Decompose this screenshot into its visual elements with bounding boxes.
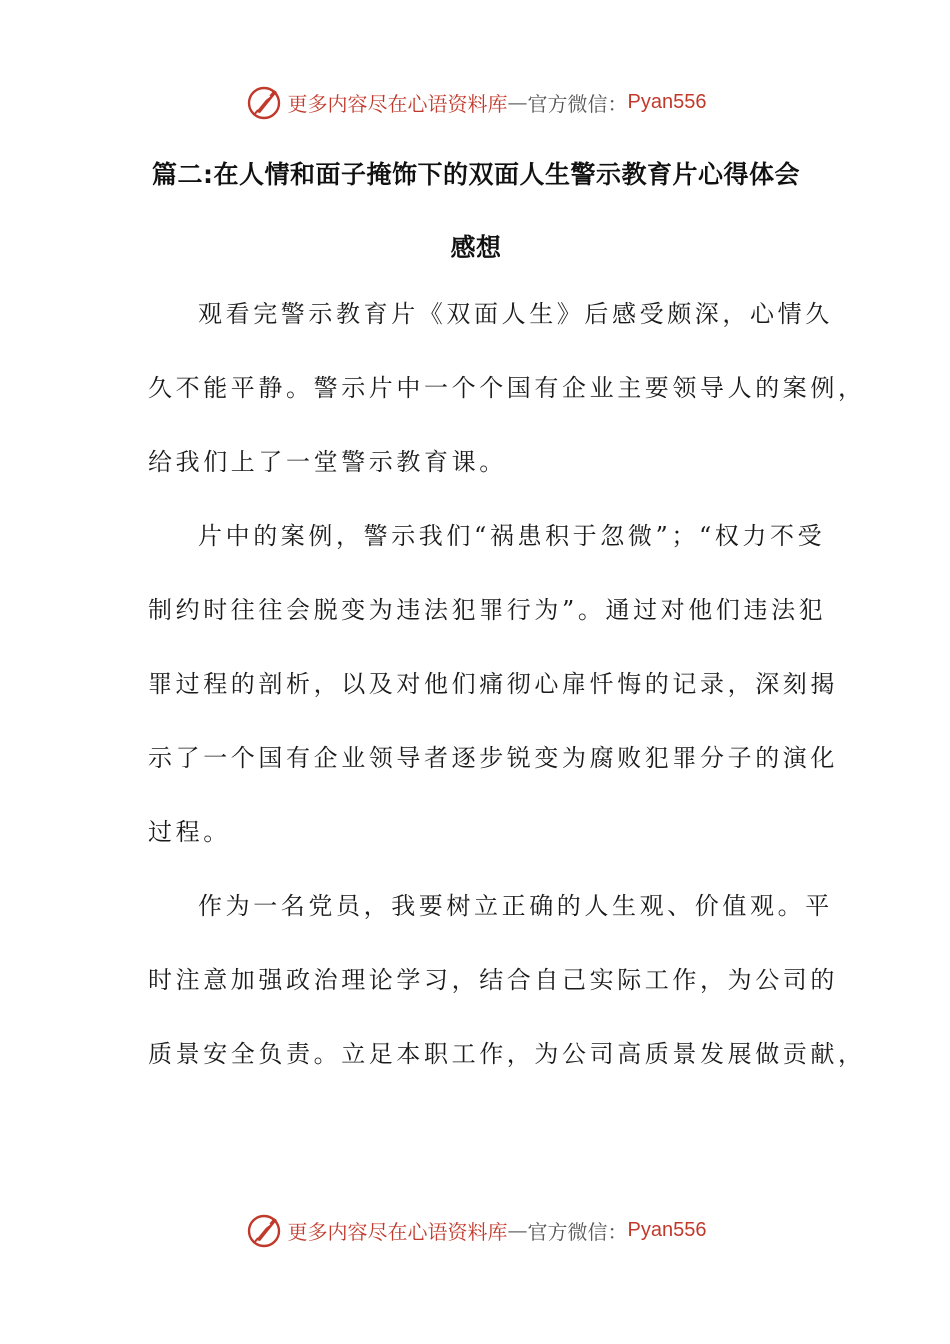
paragraph-1 [148, 292, 866, 514]
text-line: 示了一个国有企业领导者逐步锐变为腐败犯罪分子的演化 [148, 744, 838, 772]
text-line: 久不能平静。警示片中一个个国有企业主要领导人的案例， [148, 374, 866, 402]
text-line: 罪过程的剖析，以及对他们痛彻心扉忏悔的记录，深刻揭 [148, 670, 838, 698]
page-title-line-1: 篇二:在人情和面子掩饰下的双面人生警示教育片心得体会 [152, 160, 800, 189]
header-separator: — [507, 90, 528, 114]
page-title-line-2: 感想 [450, 233, 502, 262]
text-line: 制约时往往会脱变为违法犯罪行为”。通过对他们违法犯 [148, 596, 827, 624]
text-line: 时注意加强政治理论学习，结合自己实际工作，为公司的 [148, 966, 838, 994]
footer-wechat-id: Pyan556 [627, 1218, 707, 1241]
header-wechat-label: 官方微信： [527, 91, 628, 116]
quill-circle-icon [244, 82, 284, 122]
text-line: 给我们上了一堂警示教育课。 [148, 448, 507, 476]
footer-separator: — [507, 1218, 528, 1242]
text-line: 过程。 [148, 818, 231, 846]
footer-promo-text: 更多内容尽在心语资料库 [287, 1219, 508, 1244]
header-wechat-id: Pyan556 [627, 90, 707, 113]
text-line: 片中的案例，警示我们“祸患积于忽微”；“权力不受 [198, 522, 826, 550]
text-line: 作为一名党员，我要树立正确的人生观、价值观。平 [198, 892, 833, 920]
paragraph-2 [148, 514, 838, 884]
footer-banner [0, 1208, 950, 1252]
paragraph-3 [148, 884, 866, 1106]
quill-circle-icon [244, 1210, 284, 1250]
document-body [148, 292, 866, 1106]
text-line: 质景安全负责。立足本职工作，为公司高质景发展做贡献， [148, 1040, 866, 1068]
text-line: 观看完警示教育片《双面人生》后感受颇深，心情久 [198, 300, 833, 328]
footer-wechat-label: 官方微信： [527, 1219, 628, 1244]
header-banner [0, 80, 950, 124]
header-promo-text: 更多内容尽在心语资料库 [287, 91, 508, 116]
